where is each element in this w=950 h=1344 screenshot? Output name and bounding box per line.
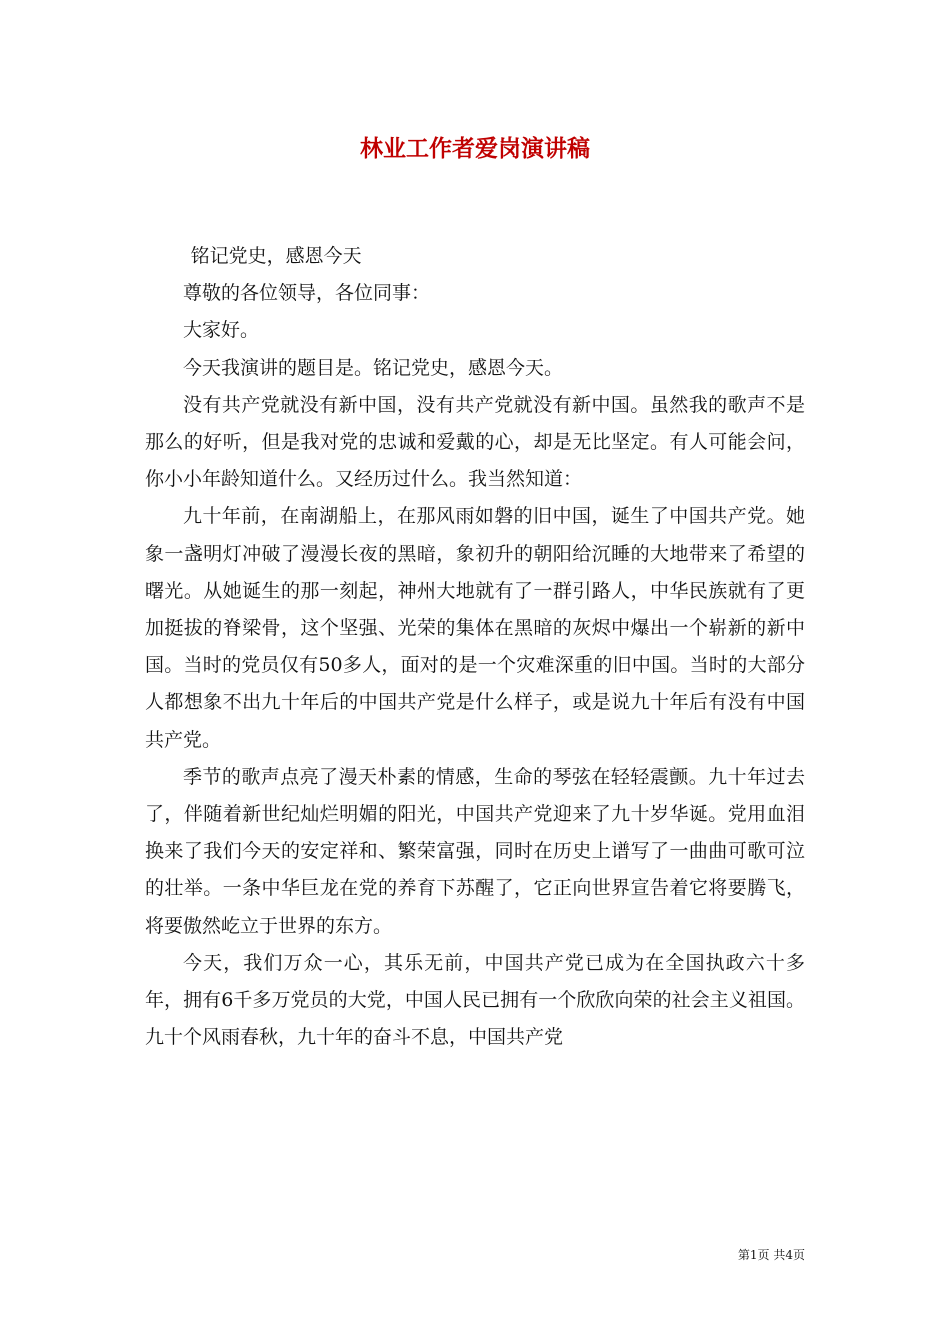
- paragraph-subtitle: 铭记党史，感恩今天: [190, 245, 362, 267]
- document-title: 林业工作者爱岗演讲稿: [360, 135, 590, 162]
- paragraph-greeting: 大家好。: [183, 319, 260, 342]
- document-body: [145, 238, 805, 1056]
- paragraph-topic: 今天我演讲的题目是。铭记党史，感恩今天。: [183, 356, 564, 379]
- paragraph-salutation: 尊敬的各位领导，各位同事：: [183, 282, 431, 305]
- page-number: 第1页 共4页: [737, 1248, 805, 1262]
- paragraph-body-3: 季节的歌声点亮了漫天朴素的情感，生命的琴弦在轻轻震颤。九十年过去了，伴随着新世纪灿烂明媚的阳光，中国共产党迎来了九十岁华诞。党用血泪换来了我们今天的安定祥和、繁荣富强，同时在历史上谱写了一曲曲可歌可泣的壮举。一条中华巨龙在党的养育下苏醒了，它正向世界宣告着它将要腾飞，将要傲然屹立于世界的东方。: [145, 765, 805, 937]
- paragraph-body-4: 今天，我们万众一心，其乐无前，中国共产党已成为在全国执政六十多年，拥有6千多万党员的大党，中国人民已拥有一个欣欣向荣的社会主义祖国。九十个风雨春秋，九十年的奋斗不息，中国共产党: [145, 951, 805, 1049]
- paragraph-body-1: 没有共产党就没有新中国，没有共产党就没有新中国。虽然我的歌声不是那么的好听，但是我对党的忠诚和爱戴的心，却是无比坚定。有人可能会问，你小小年龄知道什么。又经历过什么。我当然知道：: [145, 393, 805, 491]
- paragraph-body-2: 九十年前，在南湖船上，在那风雨如磐的旧中国，诞生了中国共产党。她象一盏明灯冲破了漫漫长夜的黑暗，象初升的朝阳给沉睡的大地带来了希望的曙光。从她诞生的那一刻起，神州大地就有了一群引路人，中华民族就有了更加挺拔的脊梁骨，这个坚强、光荣的集体在黑暗的灰烬中爆出一个崭新的新中国。当时的党员仅有50多人，面对的是一个灾难深重的旧中国。当时的大部分人都想象不出九十年后的中国共产党是什么样子，或是说九十年后有没有中国共产党。: [145, 505, 805, 751]
